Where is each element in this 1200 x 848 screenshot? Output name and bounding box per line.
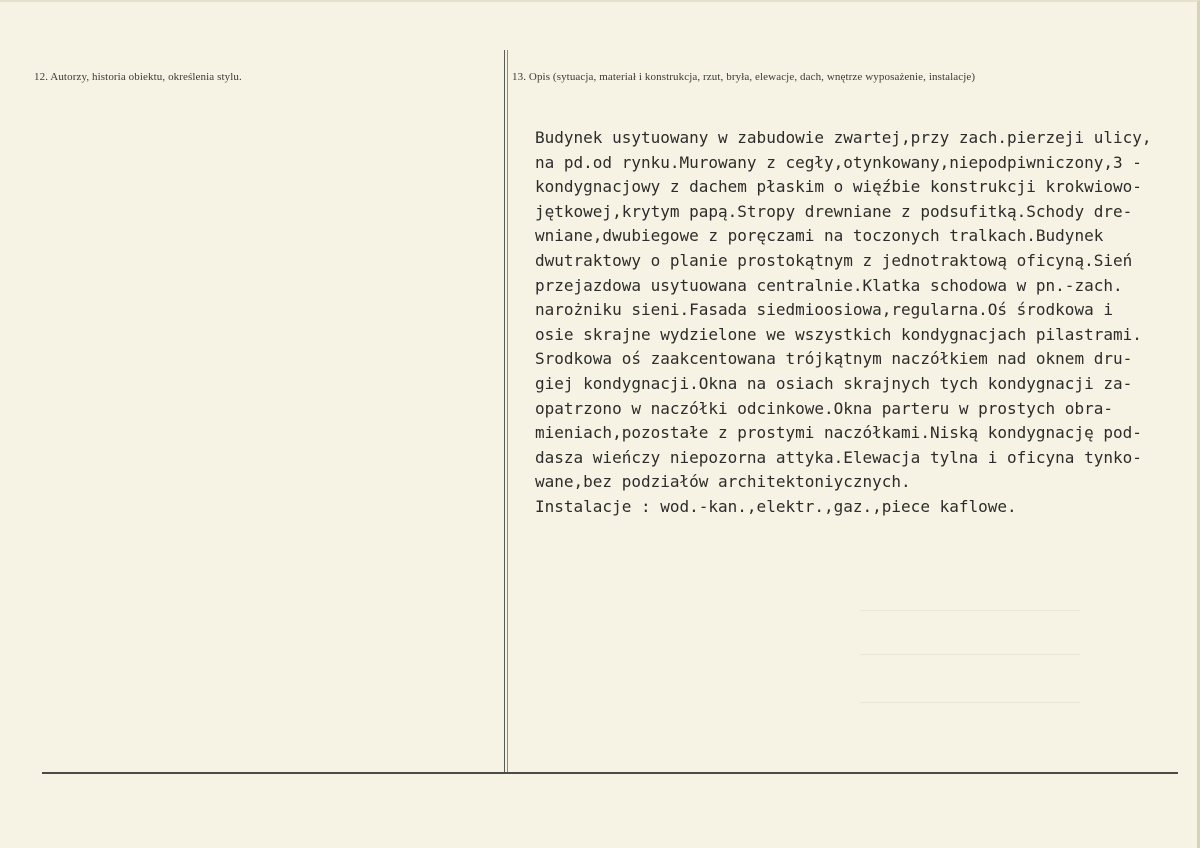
- description-line: giej kondygnacji.Okna na osiach skrajnych tych kondygnacji za-: [535, 373, 1133, 393]
- description-line: mieniach,pozostałe z prostymi naczółkami.Niską kondygnację pod-: [535, 423, 1142, 443]
- column-divider: [504, 50, 505, 774]
- show-through-line: [860, 654, 1080, 655]
- show-through-line: [860, 610, 1080, 611]
- description-line: dasza wieńczy niepozorna attyka.Elewacja tylna i oficyna tynko-: [535, 447, 1142, 467]
- description-line: opatrzono w naczółki odcinkowe.Okna parteru w prostych obra-: [535, 398, 1113, 418]
- show-through-line: [860, 702, 1080, 703]
- description-line: wane,bez podziałów architektoniycznych.: [535, 472, 911, 492]
- description-line: Budynek usytuowany w zabudowie zwartej,przy zach.pierzeji ulicy,: [535, 128, 1152, 147]
- description-line: dwutraktowy o planie prostokątnym z jednotraktową oficyną.Sień: [535, 250, 1133, 270]
- description-line: wniane,dwubiegowe z poręczami na toczonych tralkach.Budynek: [535, 226, 1104, 246]
- bottom-rule: [42, 772, 1178, 774]
- typed-description: [535, 126, 1185, 520]
- description-line: Instalacje : wod.-kan.,elektr.,gaz.,piece kaflowe.: [535, 496, 1017, 516]
- column-divider-shadow: [507, 50, 508, 774]
- description-line: na pd.od rynku.Murowany z cegły,otynkowany,niepodpiwniczony,3 -: [535, 152, 1142, 172]
- description-line: osie skrajne wydzielone we wszystkich kondygnacjach pilastrami.: [535, 324, 1142, 344]
- description-line: jętkowej,krytym papą.Stropy drewniane z podsufitką.Schody dre-: [535, 201, 1133, 221]
- description-line: przejazdowa usytuowana centralnie.Klatka schodowa w pn.-zach.: [535, 275, 1123, 295]
- description-line: narożniku sieni.Fasada siedmioosiowa,regularna.Oś środkowa i: [535, 300, 1113, 320]
- description-line: Srodkowa oś zaakcentowana trójkątnym naczółkiem nad oknem dru-: [535, 349, 1133, 369]
- description-line: kondygnacjowy z dachem płaskim o więźbie konstrukcji krokwiowo-: [535, 177, 1142, 197]
- field-12-label: 12. Autorzy, historia obiektu, określenia stylu.: [34, 71, 242, 83]
- field-13-label: 13. Opis (sytuacja, materiał i konstrukcja, rzut, bryła, elewacje, dach, wnętrze wyposażenie, instalacje): [512, 71, 976, 83]
